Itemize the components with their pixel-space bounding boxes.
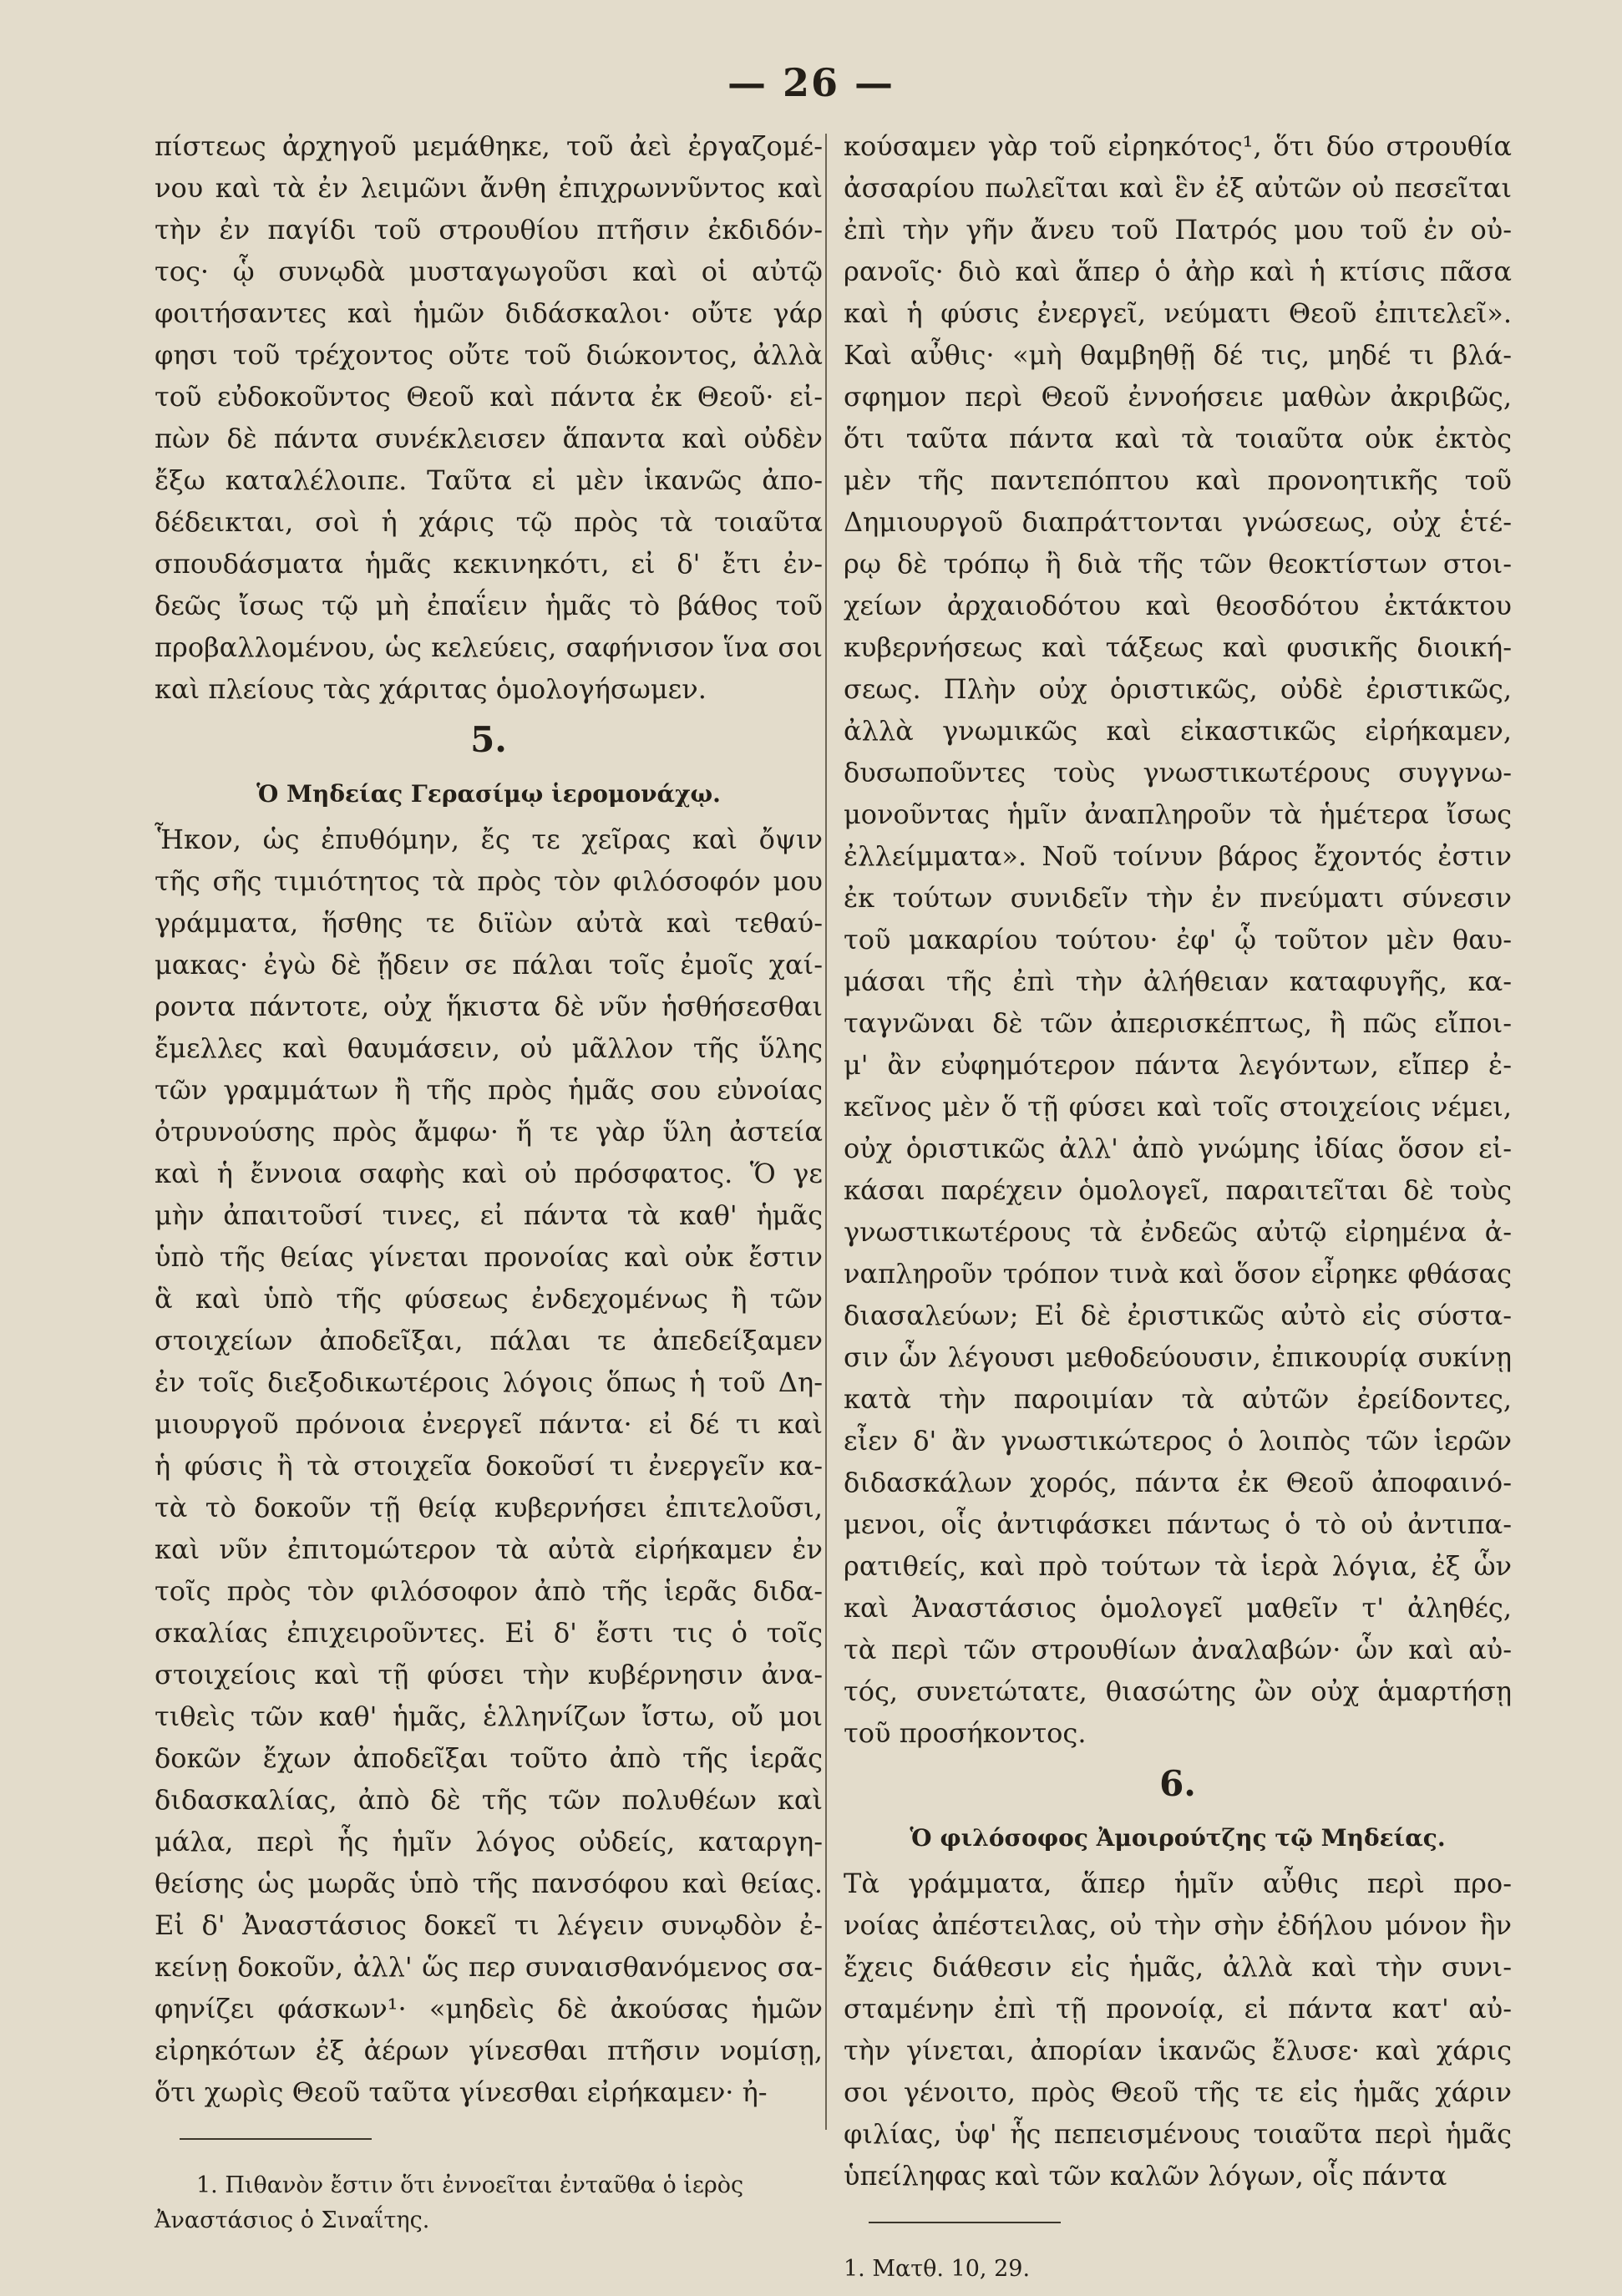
text-line: ὀτρυνούσης πρὸς ἄμφω· ἥ τε γὰρ ὕλη ἀστεία [155, 1116, 823, 1148]
text-line: δοκῶν ἔχων ἀποδεῖξαι τοῦτο ἀπὸ τῆς ἱερᾶς [155, 1742, 823, 1774]
right-lines-top [844, 125, 1512, 1754]
text-line: ἔμελλες καὶ θαυμάσειν, οὐ μᾶλλον τῆς ὕλης [155, 1032, 823, 1064]
text-line: ναπληροῦν τρόπον τινὰ καὶ ὅσον εἶρηκε φθάσας [844, 1258, 1512, 1290]
text-line: μὴν ἀπαιτοῦσί τινες, εἰ πάντα τὰ καθ' ἡμᾶς [155, 1199, 823, 1231]
text-line: ἐν τοῖς διεξοδικωτέροις λόγοις ὅπως ἡ τοῦ Δη- [155, 1366, 823, 1398]
text-line: τῆς σῆς τιμιότητος τὰ πρὸς τὸν φιλόσοφόν μου [155, 865, 823, 897]
text-line: Τὰ γράμματα, ἅπερ ἡμῖν αὖθις περὶ προ- [844, 1868, 1512, 1899]
text-line: τοῦ εὐδοκοῦντος Θεοῦ καὶ πάντα ἐκ Θεοῦ· εἰ- [155, 381, 823, 413]
text-line: μ' ἂν εὐφημότερον πάντα λεγόντων, εἴπερ ἐ- [844, 1049, 1512, 1081]
left-column [155, 125, 823, 2238]
text-line: ρῳ δὲ τρόπῳ ἢ διὰ τῆς τῶν θεοκτίστων στοι- [844, 548, 1512, 580]
text-line: καὶ ἡ φύσις ἐνεργεῖ, νεύματι Θεοῦ ἐπιτελεῖ». [844, 297, 1512, 329]
text-line: νου καὶ τὰ ἐν λειμῶνι ἄνθη ἐπιχρωννῦντος καὶ [155, 172, 823, 204]
text-line: τὰ τὸ δοκοῦν τῇ θείᾳ κυβερνήσει ἐπιτελοῦσι, [155, 1492, 823, 1523]
text-line: ρατιθείς, καὶ πρὸ τούτων τὰ ἱερὰ λόγια, ἐξ ὧν [844, 1550, 1512, 1582]
text-line: χείων ἀρχαιοδότου καὶ θεοσδότου ἐκτάκτου [844, 590, 1512, 621]
text-line: τοῦ μακαρίου τούτου· ἐφ' ᾧ τοῦτον μὲν θαυ- [844, 924, 1512, 955]
text-line: τος· ᾧ συνῳδὰ μυσταγωγοῦσι καὶ οἱ αὐτῷ [155, 256, 823, 287]
text-line: μὲν τῆς παντεπόπτου καὶ προνοητικῆς τοῦ [844, 464, 1512, 496]
text-line: μονοῦντας ἡμῖν ἀναπληροῦν τὰ ἡμέτερα ἴσως [844, 798, 1512, 830]
text-line: φηνίζει φάσκων¹· «μηδεὶς δὲ ἀκούσας ἡμῶν [155, 1993, 823, 2025]
text-line: ροντα πάντοτε, οὐχ ἥκιστα δὲ νῦν ἡσθήσεσθαι [155, 991, 823, 1022]
text-line: μιουργοῦ πρόνοια ἐνεργεῖ πάντα· εἰ δέ τι καὶ [155, 1408, 823, 1440]
text-line: γράμματα, ἥσθης τε διϊὼν αὐτὰ καὶ τεθαύ- [155, 907, 823, 939]
text-line: σπουδάσματα ἡμᾶς κεκινηκότι, εἰ δ' ἔτι ἐν- [155, 548, 823, 580]
section-heading: Ὁ Μηδείας Γερασίμῳ ἱερομονάχῳ. [256, 780, 721, 808]
text-line: σεως. Πλὴν οὐχ ὁριστικῶς, οὐδὲ ἐριστικῶς, [844, 673, 1512, 705]
text-line: διασαλεύων; Εἰ δὲ ἐριστικῶς αὐτὸ εἰς σύστα- [844, 1300, 1512, 1331]
text-line: φοιτήσαντες καὶ ἡμῶν διδάσκαλοι· οὔτε γάρ [155, 297, 823, 329]
text-line: Καὶ αὖθις· «μὴ θαμβηθῇ δέ τις, μηδέ τι βλά- [844, 339, 1512, 371]
text-line: τοῖς πρὸς τὸν φιλόσοφον ἀπὸ τῆς ἱερᾶς διδα- [155, 1575, 823, 1607]
text-line: σοι γένοιτο, πρὸς Θεοῦ τῆς τε εἰς ἡμᾶς χάριν [844, 2076, 1512, 2108]
text-line: στοιχείοις καὶ τῇ φύσει τὴν κυβέρνησιν ἀνα- [155, 1659, 823, 1690]
right-column [844, 125, 1512, 2287]
text-line: σκαλίας ἐπιχειροῦντες. Εἰ δ' ἔστι τις ὁ τοῖς [155, 1617, 823, 1649]
text-line: τὰ περὶ τῶν στρουθίων ἀναλαβών· ὧν καὶ αὐ- [844, 1634, 1512, 1665]
text-line: εἰρηκότων ἐξ ἀέρων γίνεσθαι πτῆσιν νομίσῃ, [155, 2035, 823, 2066]
text-line: καὶ ἡ ἔννοια σαφὴς καὶ οὐ πρόσφατος. Ὅ γε [155, 1158, 823, 1189]
text-line: κυβερνήσεως καὶ τάξεως καὶ φυσικῆς διοική- [844, 631, 1512, 663]
left-lines-top [155, 125, 823, 710]
text-line: κατὰ τὴν παροιμίαν τὰ αὐτῶν ἐρείδοντες, [844, 1383, 1512, 1415]
text-line: ὅτι χωρὶς Θεοῦ ταῦτα γίνεσθαι εἰρήκαμεν· ἠ- [155, 2076, 768, 2108]
text-line: φιλίας, ὑφ' ἧς πεπεισμένους τοιαῦτα περὶ ἡμᾶς [844, 2118, 1512, 2150]
text-line: Ἧκον, ὡς ἐπυθόμην, ἔς τε χεῖρας καὶ ὄψιν [155, 824, 823, 855]
text-line: διδασκαλίας, ἀπὸ δὲ τῆς τῶν πολυθέων καὶ [155, 1784, 823, 1816]
text-line: ὑπὸ τῆς θείας γίνεται προνοίας καὶ οὐκ ἔστιν [155, 1241, 823, 1273]
text-line: τῶν γραμμάτων ἢ τῆς πρὸς ἡμᾶς σου εὐνοίας [155, 1074, 823, 1106]
text-line: κούσαμεν γὰρ τοῦ εἰρηκότος¹, ὅτι δύο στρουθία [844, 130, 1512, 162]
text-line: μάσαι τῆς ἐπὶ τὴν ἀλήθειαν καταφυγῆς, κα- [844, 966, 1512, 997]
footnote-rule [869, 2222, 1061, 2223]
text-line: δυσωποῦντες τοὺς γνωστικωτέρους συγγνω- [844, 757, 1512, 788]
page-number: — 26 — [727, 60, 895, 105]
text-line: σιν ὧν λέγουσι μεθοδεύουσιν, ἐπικουρίᾳ συκίνῃ [844, 1341, 1512, 1373]
text-line: μακας· ἐγὼ δὲ ᾔδειν σε πάλαι τοῖς ἐμοῖς χαί- [155, 949, 823, 981]
text-line: δεῶς ἴσως τῷ μὴ ἐπαΐειν ἡμᾶς τὸ βάθος τοῦ [155, 590, 823, 621]
text-line: ὅτι ταῦτα πάντα καὶ τὰ τοιαῦτα οὐκ ἐκτὸς [844, 423, 1512, 454]
section-number: 5. [470, 719, 507, 760]
text-line: διδασκάλων χορός, πάντα ἐκ Θεοῦ ἀποφαινό- [844, 1467, 1512, 1498]
section-number: 6. [1159, 1763, 1196, 1804]
text-line: ἐπὶ τὴν γῆν ἄνευ τοῦ Πατρός μου τοῦ ἐν οὐ- [844, 214, 1512, 246]
text-line: τὴν γίνεται, ἀπορίαν ἱκανῶς ἔλυσε· καὶ χάρις [844, 2035, 1512, 2066]
text-line: πίστεως ἀρχηγοῦ μεμάθηκε, τοῦ ἀεὶ ἐργαζομέ- [155, 130, 823, 162]
section-heading: Ὁ φιλόσοφος Ἀμοιρούτζης τῷ Μηδείας. [910, 1824, 1446, 1852]
footnote [155, 2168, 823, 2238]
text-line: καὶ νῦν ἐπιτομώτερον τὰ αὐτὰ εἰρήκαμεν ἐν [155, 1533, 823, 1565]
text-line: ἡ φύσις ἢ τὰ στοιχεῖα δοκοῦσί τι ἐνεργεῖν κα- [155, 1450, 823, 1482]
text-line: οὐχ ὁριστικῶς ἀλλ' ἀπὸ γνώμης ἰδίας ὅσον εἰ- [844, 1133, 1512, 1164]
text-line: ἐλλείμματα». Νοῦ τοίνυν βάρος ἔχοντός ἐστιν [844, 840, 1512, 872]
text-line: φησι τοῦ τρέχοντος οὔτε τοῦ διώκοντος, ἀλλὰ [155, 339, 823, 371]
text-line: μάλα, περὶ ἧς ἡμῖν λόγος οὐδείς, καταργη- [155, 1826, 823, 1858]
text-line: νοίας ἀπέστειλας, οὐ τὴν σὴν ἐδήλου μόνον ἣν [844, 1909, 1512, 1941]
text-line: ταγνῶναι δὲ τῶν ἀπερισκέπτως, ἢ πῶς εἴποι- [844, 1007, 1512, 1039]
text-line: θείσης ὡς μωρᾶς ὑπὸ τῆς πανσόφου καὶ θείας. [155, 1868, 823, 1899]
text-line: ἀλλὰ γνωμικῶς καὶ εἰκαστικῶς εἰρήκαμεν, [844, 715, 1512, 747]
right-lines-bottom [844, 1863, 1512, 2197]
text-line: ὑπείληφας καὶ τῶν καλῶν λόγων, οἷς πάντα [844, 2160, 1447, 2192]
text-line: πὼν δὲ πάντα συνέκλεισεν ἅπαντα καὶ οὐδὲν [155, 423, 823, 454]
text-line: καὶ πλείους τὰς χάριτας ὁμολογήσωμεν. [155, 673, 707, 705]
text-line: Εἰ δ' Ἀναστάσιος δοκεῖ τι λέγειν συνῳδὸν ἐ- [155, 1909, 823, 1941]
text-line: κάσαι παρέχειν ὁμολογεῖ, παραιτεῖται δὲ τοὺς [844, 1174, 1512, 1206]
text-line: ἔχεις διάθεσιν εἰς ἡμᾶς, ἀλλὰ καὶ τὴν συνι- [844, 1951, 1512, 1983]
footnote-line: Ἀναστάσιος ὁ Σιναΐτης. [155, 2207, 430, 2233]
footnote-rule [180, 2138, 372, 2140]
text-line: τὴν ἐν παγίδι τοῦ στρουθίου πτῆσιν ἐκδιδόν- [155, 214, 823, 246]
text-line: σταμένην ἐπὶ τῇ προνοίᾳ, εἰ πάντα κατ' αὐ- [844, 1993, 1512, 2025]
text-line: ρανοῖς· διὸ καὶ ἅπερ ὁ ἀὴρ καὶ ἡ κτίσις πᾶσα [844, 256, 1512, 287]
text-line: προβαλλομένου, ὡς κελεύεις, σαφήνισον ἵνα σοι [155, 631, 823, 663]
text-line: ἔξω καταλέλοιπε. Ταῦτα εἰ μὲν ἱκανῶς ἀπο- [155, 464, 823, 496]
text-line: εἶεν δ' ἂν γνωστικώτερος ὁ λοιπὸς τῶν ἱερῶν [844, 1425, 1512, 1457]
footnote-line: 1. Πιθανὸν ἔστιν ὅτι ἐννοεῖται ἐνταῦθα ὁ ἱερὸς [196, 2172, 744, 2198]
text-line: Δημιουργοῦ διαπράττονται γνώσεως, οὐχ ἑτέ- [844, 506, 1512, 538]
text-line: στοιχείων ἀποδεῖξαι, πάλαι τε ἀπεδείξαμεν [155, 1325, 823, 1356]
column-divider [825, 134, 827, 2130]
text-line: τός, συνετώτατε, θιασώτης ὢν οὐχ ἁμαρτήσῃ [844, 1675, 1512, 1707]
footnote-line: 1. Ματθ. 10, 29. [844, 2256, 1031, 2282]
text-line: γνωστικωτέρους τὰ ἐνδεῶς αὐτῷ εἰρημένα ἀ- [844, 1216, 1512, 1248]
text-line: ἐκ τούτων συνιδεῖν τὴν ἐν πνεύματι σύνεσιν [844, 882, 1512, 914]
text-line: καὶ Ἀναστάσιος ὁμολογεῖ μαθεῖν τ' ἀληθές, [844, 1592, 1512, 1624]
text-line: μενοι, οἷς ἀντιφάσκει πάντως ὁ τὸ οὐ ἀντιπα- [844, 1508, 1512, 1540]
text-line: δέδεικται, σοὶ ἡ χάρις τῷ πρὸς τὰ τοιαῦτα [155, 506, 823, 538]
text-line: κεῖνος μὲν ὅ τῇ φύσει καὶ τοῖς στοιχείοις νέμει, [844, 1091, 1512, 1123]
text-line: κείνῃ δοκοῦν, ἀλλ' ὥς περ συναισθανόμενος σα- [155, 1951, 823, 1983]
text-line: σφημον περὶ Θεοῦ ἐννοήσειε μαθὼν ἀκριβῶς, [844, 381, 1512, 413]
text-line: τιθεὶς τῶν καθ' ἡμᾶς, ἑλληνίζων ἴστω, οὔ μοι [155, 1700, 823, 1732]
text-line: ἀσσαρίου πωλεῖται καὶ ἓν ἐξ αὐτῶν οὐ πεσεῖται [844, 172, 1512, 204]
text-line: ἃ καὶ ὑπὸ τῆς φύσεως ἐνδεχομένως ἢ τῶν [155, 1283, 823, 1315]
left-lines-bottom [155, 819, 823, 2113]
text-line: τοῦ προσήκοντος. [844, 1717, 1087, 1749]
footnote [844, 2252, 1512, 2287]
